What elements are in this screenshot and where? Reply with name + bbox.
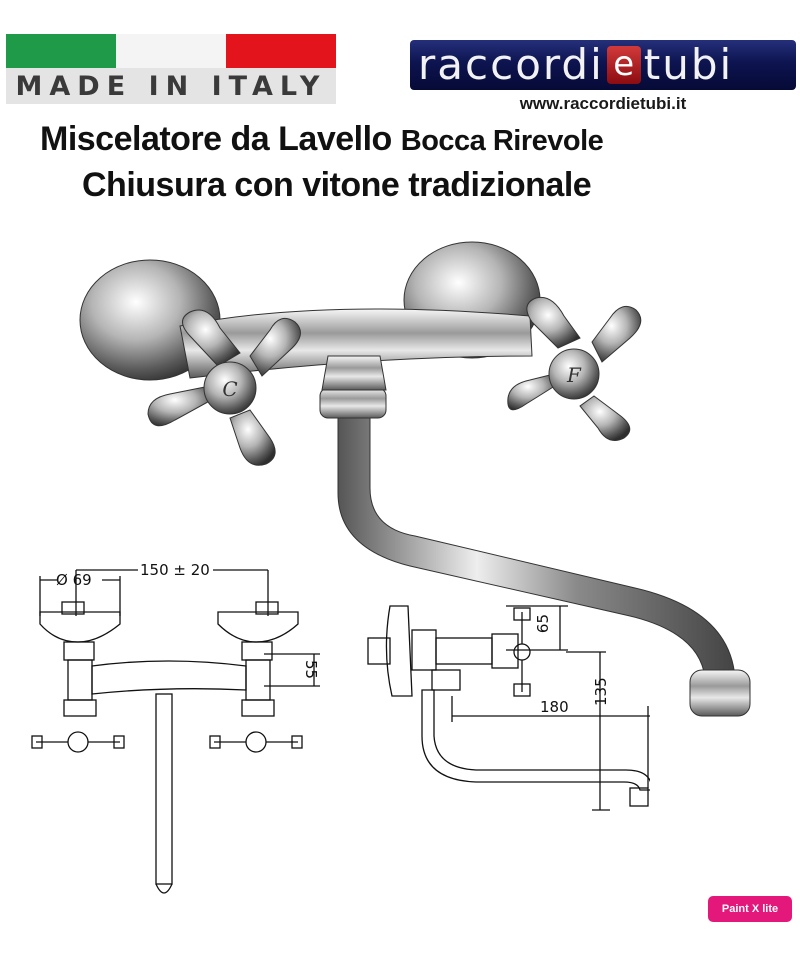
product-title-line1	[40, 120, 603, 159]
flag-white	[116, 34, 226, 68]
made-in-italy-label: MADE IN ITALY	[6, 68, 336, 104]
brand-name-part1: raccordi	[418, 40, 604, 89]
product-title-line2: Chiusura con vitone tradizionale	[82, 166, 592, 204]
title-suffix: Bocca Rirevole	[400, 125, 604, 157]
dim-spacing: 150 ± 20	[140, 561, 210, 579]
title-main: Miscelatore da Lavello	[40, 120, 392, 158]
watermark-badge: Paint X lite	[708, 896, 792, 922]
brand-e-badge: e	[607, 46, 641, 84]
brand-name-part2: tubi	[643, 40, 734, 89]
flag-red	[226, 34, 336, 68]
dim-spout-length: 180	[540, 698, 569, 716]
hot-handle-letter: F	[567, 363, 581, 387]
dim-diameter: Ø 69	[56, 571, 92, 589]
italian-flag	[6, 34, 336, 68]
website-url: www.raccordietubi.it	[519, 94, 687, 113]
cold-handle-letter: C	[222, 377, 238, 401]
dim-spout-height: 135	[592, 677, 610, 706]
dim-side-height: 65	[534, 614, 552, 634]
flag-green	[6, 34, 116, 68]
dim-front-height: 55	[302, 660, 320, 680]
brand-logo	[410, 40, 796, 90]
technical-drawing-front	[28, 556, 328, 906]
technical-drawing-side	[330, 556, 650, 816]
